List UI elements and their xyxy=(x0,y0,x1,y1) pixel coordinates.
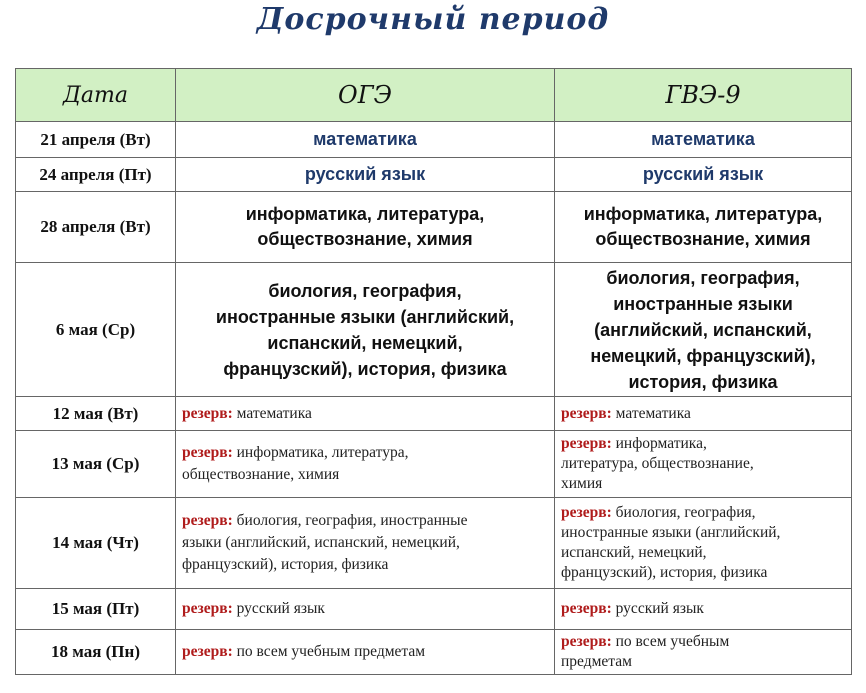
subject-line: иностранные языки xyxy=(613,293,793,314)
row-date: 13 мая (Ср) xyxy=(16,431,176,498)
reserve-subjects: русский язык xyxy=(236,600,325,617)
reserve-subjects: по всем учебным предметам xyxy=(236,643,426,660)
subject-line: история, физика xyxy=(628,371,778,392)
row-date: 21 апреля (Вт) xyxy=(16,122,176,158)
reserve-label: резерв: xyxy=(561,404,612,422)
gve-reserve xyxy=(555,431,852,498)
table-row xyxy=(16,122,852,158)
reserve-label: резерв: xyxy=(182,444,233,461)
gve-reserve xyxy=(555,589,852,630)
row-date: 12 мая (Вт) xyxy=(16,397,176,431)
row-date: 14 мая (Чт) xyxy=(16,498,176,589)
gve-reserve xyxy=(555,397,852,431)
oge-subjects: математика xyxy=(176,122,555,158)
reserve-subjects: русский язык xyxy=(615,600,704,617)
exam-schedule-table xyxy=(15,68,852,675)
reserve-label: резерв: xyxy=(561,633,612,650)
subject-line: обществознание, химия xyxy=(257,229,473,249)
reserve-label: резерв: xyxy=(182,643,233,660)
subject-line: биология, география, xyxy=(268,280,462,301)
oge-reserve xyxy=(176,630,555,675)
gve-reserve xyxy=(555,498,852,589)
gve-subjects: математика xyxy=(555,122,852,158)
subject-line: биология, география, xyxy=(606,267,800,288)
reserve-subjects: информатика, xyxy=(615,435,707,452)
reserve-subjects: по всем учебным xyxy=(615,633,730,650)
subject-line: французский), история, физика xyxy=(223,358,507,379)
reserve-subjects: математика xyxy=(236,404,312,422)
subject-line: обществознание, химия xyxy=(595,229,811,249)
reserve-label: резерв: xyxy=(561,504,612,521)
reserve-label: резерв: xyxy=(561,435,612,452)
reserve-label: резерв: xyxy=(182,404,233,422)
reserve-label: резерв: xyxy=(561,600,612,617)
reserve-subjects: языки (английский, испанский, немецкий, xyxy=(182,534,460,551)
oge-reserve xyxy=(176,431,555,498)
reserve-subjects: французский), история, физика xyxy=(182,556,389,573)
gve-subjects xyxy=(555,263,852,397)
row-date: 15 мая (Пт) xyxy=(16,589,176,630)
reserve-subjects: иностранные языки (английский, xyxy=(561,524,781,541)
table-row xyxy=(16,589,852,630)
reserve-subjects: испанский, немецкий, xyxy=(561,544,707,561)
header-gve: ГВЭ-9 xyxy=(555,69,852,122)
table-row xyxy=(16,263,852,397)
reserve-subjects: предметам xyxy=(561,653,632,670)
gve-subjects xyxy=(555,192,852,263)
subject-line: информатика, литература, xyxy=(245,204,485,224)
table-row xyxy=(16,431,852,498)
oge-subjects xyxy=(176,192,555,263)
page-title: Досрочный период xyxy=(256,2,610,37)
oge-subjects: русский язык xyxy=(176,158,555,192)
row-date: 6 мая (Ср) xyxy=(16,263,176,397)
oge-reserve xyxy=(176,498,555,589)
subject-line: испанский, немецкий, xyxy=(267,332,463,353)
subject-line: (английский, испанский, xyxy=(594,319,812,340)
reserve-subjects: литература, обществознание, xyxy=(561,455,754,472)
reserve-subjects: химия xyxy=(561,475,603,492)
reserve-label: резерв: xyxy=(182,600,233,617)
reserve-subjects: обществознание, химия xyxy=(182,466,340,483)
reserve-subjects: математика xyxy=(615,404,691,422)
gve-reserve xyxy=(555,630,852,675)
table-row xyxy=(16,498,852,589)
table-row xyxy=(16,397,852,431)
subject-line: информатика, литература, xyxy=(583,204,823,224)
row-date: 28 апреля (Вт) xyxy=(16,192,176,263)
oge-subjects xyxy=(176,263,555,397)
reserve-subjects: биология, география, иностранные xyxy=(236,512,468,529)
gve-subjects: русский язык xyxy=(555,158,852,192)
subject-line: иностранные языки (английский, xyxy=(215,306,515,327)
table-row xyxy=(16,630,852,675)
reserve-label: резерв: xyxy=(182,512,233,529)
row-date: 24 апреля (Пт) xyxy=(16,158,176,192)
row-date: 18 мая (Пн) xyxy=(16,630,176,675)
reserve-subjects: биология, география, xyxy=(615,504,756,521)
subject-line: немецкий, французский), xyxy=(590,345,816,366)
oge-reserve xyxy=(176,589,555,630)
oge-reserve xyxy=(176,397,555,431)
table-row xyxy=(16,192,852,263)
header-oge: ОГЭ xyxy=(176,69,555,122)
reserve-subjects: французский), история, физика xyxy=(561,564,768,581)
table-row xyxy=(16,158,852,192)
header-date: Дата xyxy=(16,69,176,122)
table-header-row xyxy=(16,69,852,122)
reserve-subjects: информатика, литература, xyxy=(236,444,409,461)
